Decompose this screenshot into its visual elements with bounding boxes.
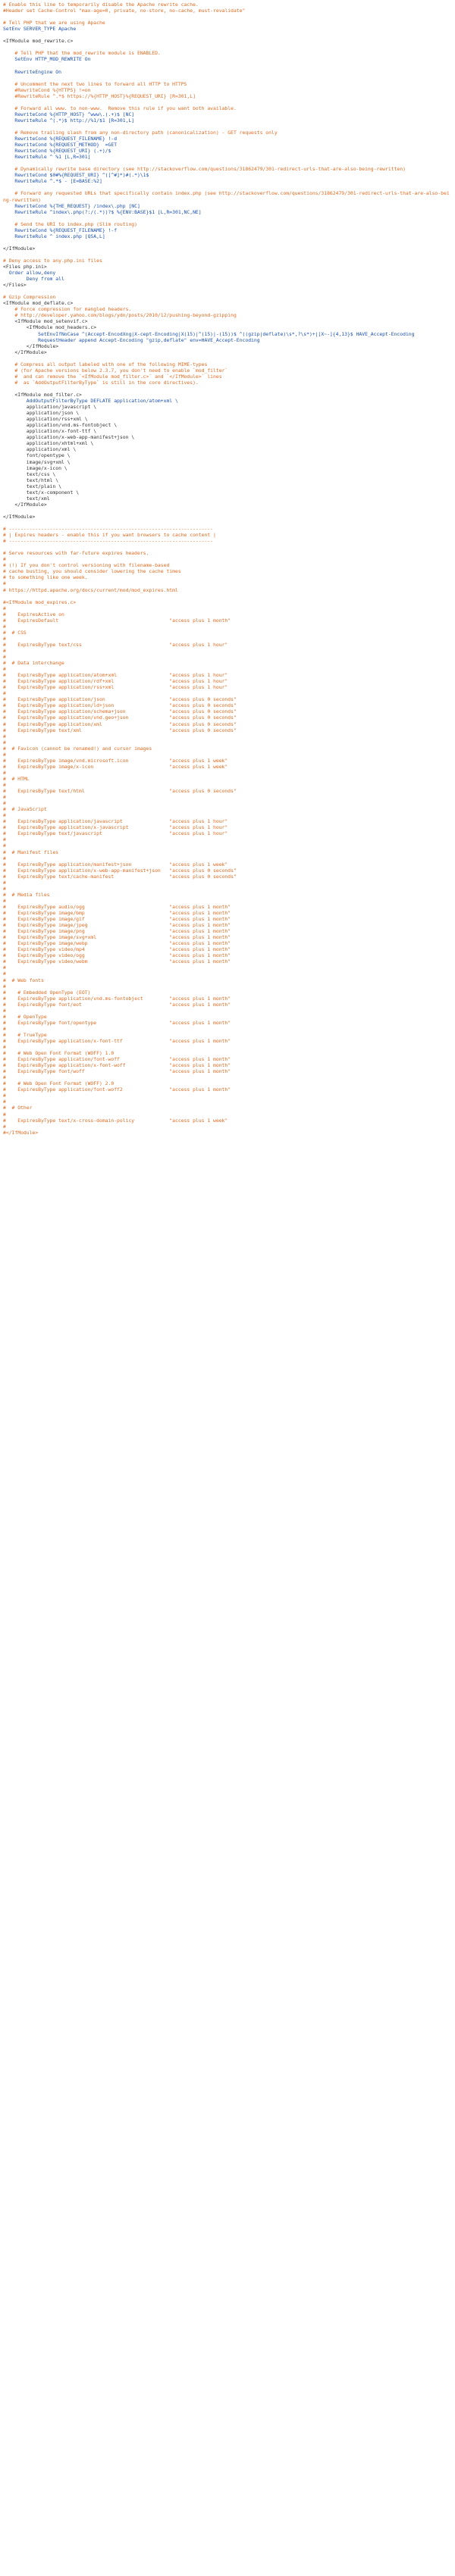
code-line: text/x-component \ — [3, 489, 80, 496]
code-line: application/json \ — [3, 410, 80, 417]
code-comment-line: #RewriteCond %{HTTPS} !=on — [3, 86, 91, 93]
code-comment-line: # — [3, 751, 6, 758]
code-comment-line: # # HTML — [3, 775, 30, 782]
code-comment-line: # ExpiresByType application/xml "access plus 0 seconds" — [3, 721, 237, 727]
code-comment-line: # ExpiresByType application/manifest+json "access plus 1 week" — [3, 861, 228, 868]
code-comment-line: # — [3, 1093, 6, 1099]
code-comment-line: # ---------------------------------------------------------------------- — [3, 526, 214, 533]
code-comment-line: # # Embedded OpenType (EOT) — [3, 989, 91, 996]
code-comment-line: # — [3, 855, 6, 861]
code-line — [3, 355, 452, 361]
code-comment-line: # to something like one week. — [3, 574, 88, 581]
code-line: <IfModule mod_setenvif.c> — [3, 318, 88, 325]
code-comment-line: # ExpiresByType image/x-icon "access plus 1 week" — [3, 763, 228, 770]
code-directive-line: RewriteRule ^index\.php(?:/(.*))?$ %{ENV:BASE}$1 [L,R=301,NC,NE] — [3, 208, 202, 215]
code-line — [3, 44, 452, 50]
code-comment-line: # — [3, 666, 6, 673]
code-comment-line: # ExpiresByType application/font-woff "access plus 1 month" — [3, 1056, 231, 1063]
code-line: </IfModule> — [3, 501, 47, 508]
code-comment-line: # Tell PHP that the mod_rewrite module is ENABLED. — [3, 50, 161, 57]
code-comment-line: # — [3, 800, 6, 807]
code-comment-line: # — [3, 794, 6, 801]
code-comment-line: # — [3, 885, 6, 892]
code-comment-line: # — [3, 964, 6, 971]
code-comment-line: # — [3, 654, 6, 661]
code-view — [0, 0, 455, 1137]
code-comment-line: # ExpiresByType application/rdf+xml "access plus 1 hour" — [3, 678, 228, 685]
code-comment-line: # # Web Open Font Format (WOFF) 1.0 — [3, 1050, 115, 1057]
code-comment-line: # Forward any requested URLs that specifically contain index.php (see http://stackoverflow.com/questions/31862479/301-redirect-urls-that-are-also-being-rewritten) — [3, 190, 450, 203]
code-comment-line: # — [3, 635, 6, 642]
code-comment-line: # ExpiresByType font/eot "access plus 1 month" — [3, 1001, 231, 1008]
code-directive-line: SetEnv HTTP_MOD_REWRITE On — [3, 56, 91, 63]
code-comment-line: # # Data interchange — [3, 660, 64, 667]
code-line: <IfModule mod_deflate.c> — [3, 300, 74, 307]
code-comment-line: # # OpenType — [3, 1013, 47, 1020]
code-comment-line: # Remove trailing slash from any non-directory path (canonicalization) - GET requests only — [3, 129, 278, 136]
code-line: image/svg+xml \ — [3, 458, 71, 465]
code-directive-line: SetEnv SERVER_TYPE Apache — [3, 26, 77, 33]
code-directive-line: RewriteRule ^(.*)$ http://%1/$1 [R=301,L] — [3, 117, 135, 123]
code-comment-line: # Send the URI to index.php (Slim routing) — [3, 220, 137, 227]
code-directive-line: Order allow,deny — [3, 270, 56, 277]
code-comment-line: # — [3, 1123, 6, 1130]
code-comment-line: # # Other — [3, 1105, 33, 1111]
code-comment-line: # — [3, 1074, 6, 1081]
code-comment-line: # Dynamically rewrite base directory (see http://stackoverflow.com/questions/31862479/301-redirect-urls-that-are-also-being-rewritten) — [3, 166, 406, 173]
code-line — [3, 123, 452, 130]
code-directive-line: Deny from all — [3, 276, 64, 283]
code-line: application/xml \ — [3, 446, 77, 453]
code-comment-line: # ExpiresByType text/cache-manifest "access plus 0 seconds" — [3, 873, 237, 880]
code-line: <IfModule mod_headers.c> — [3, 324, 97, 331]
code-comment-line: # — [3, 1044, 6, 1051]
code-comment-line: # Gzip Compression — [3, 294, 56, 301]
code-comment-line: # ExpiresByType application/x-javascript "access plus 1 hour" — [3, 824, 228, 831]
code-comment-line: # Compress all output labeled with one of the following MIME-types — [3, 361, 208, 367]
code-comment-line: # ExpiresByType font/opentype "access plus 1 month" — [3, 1019, 231, 1026]
code-directive-line: AddOutputFilterByType DEFLATE application/atom+xml \ — [3, 398, 178, 405]
code-line — [3, 593, 452, 599]
code-comment-line: # ExpiresByType application/atom+xml "access plus 1 hour" — [3, 672, 228, 679]
code-comment-line: # ---------------------------------------------------------------------- — [3, 538, 214, 545]
code-comment-line: # ExpiresByType application/vnd.ms-fontobject "access plus 1 month" — [3, 995, 231, 1002]
code-comment-line: # ExpiresByType text/x-cross-domain-policy "access plus 1 week" — [3, 1117, 228, 1124]
code-comment-line: # as `AddOutputFilterByType` is still in the core directives). — [3, 379, 199, 386]
code-line: application/x-font-ttf \ — [3, 428, 97, 435]
code-comment-line: # Tell PHP that we are using Apache — [3, 20, 105, 27]
code-comment-line: # — [3, 1007, 6, 1014]
code-line: application/rss+xml \ — [3, 416, 88, 423]
code-line — [3, 252, 452, 258]
code-comment-line: # — [3, 690, 6, 697]
code-comment-line: # ExpiresByType image/gif "access plus 1 month" — [3, 916, 231, 923]
code-comment-line: # — [3, 843, 6, 849]
code-comment-line: # ExpiresByType text/javascript "access plus 1 hour" — [3, 830, 228, 837]
code-comment-line: # — [3, 556, 6, 563]
code-comment-line: # ExpiresByType application/javascript "access plus 1 hour" — [3, 818, 228, 825]
code-comment-line: # # Web Open Font Format (WOFF) 2.0 — [3, 1080, 115, 1087]
code-comment-line: # ExpiresByType audio/ogg "access plus 1 month" — [3, 903, 231, 910]
code-comment-line: # and can remove the `<IfModule mod_filter.c>` and `</IfModule>` lines — [3, 373, 222, 380]
code-comment-line: # ExpiresByType video/mp4 "access plus 1 month" — [3, 946, 231, 953]
code-comment-line: # — [3, 769, 6, 776]
code-line — [3, 520, 452, 526]
code-comment-line: # Uncomment the next two lines to forward all HTTP to HTTPS — [3, 80, 187, 87]
code-comment-line: # — [3, 1111, 6, 1118]
code-line — [3, 62, 452, 68]
code-comment-line: # — [3, 983, 6, 989]
code-comment-line: # ExpiresByType application/rss+xml "access plus 1 hour" — [3, 684, 228, 691]
code-line: text/css \ — [3, 470, 56, 477]
code-line: application/xhtml+xml \ — [3, 440, 94, 447]
code-directive-line: RewriteRule ^ index.php [QSA,L] — [3, 233, 105, 239]
code-comment-line: # ExpiresByType video/ogg "access plus 1 month" — [3, 952, 231, 959]
code-comment-line: # — [3, 580, 6, 587]
code-line — [3, 288, 452, 294]
code-comment-line: # # Manifest files — [3, 849, 59, 855]
code-line: <IfModule mod_rewrite.c> — [3, 38, 74, 45]
code-comment-line: # # JavaScript — [3, 806, 47, 813]
code-comment-line: # — [3, 605, 6, 611]
code-line — [3, 99, 452, 105]
code-comment-line: # — [3, 782, 6, 788]
code-comment-line: # http://developer.yahoo.com/blogs/ydn/posts/2010/12/pushing-beyond-gzipping — [3, 312, 237, 319]
code-comment-line: # ExpiresByType image/webp "access plus 1 month" — [3, 940, 231, 947]
code-line: font/opentype \ — [3, 452, 71, 459]
code-line — [3, 386, 452, 392]
code-line — [3, 32, 452, 38]
code-comment-line: # Serve resources with far-future expires headers. — [3, 550, 149, 557]
code-comment-line: # ExpiresByType image/jpeg "access plus 1 month" — [3, 922, 231, 929]
code-line — [3, 75, 452, 81]
code-directive-line: RewriteCond %{REQUEST_FILENAME} !-f — [3, 227, 118, 233]
code-directive-line: RewriteCond %{REQUEST_FILENAME} !-d — [3, 136, 118, 142]
code-comment-line: # ExpiresByType text/html "access plus 0 seconds" — [3, 788, 237, 795]
code-comment-line: # — [3, 836, 6, 843]
code-line: </Files> — [3, 282, 27, 289]
code-comment-line: # | Expires headers - enable this if you want browsers to cache content | — [3, 532, 216, 539]
code-comment-line: # ExpiresByType text/xml "access plus 0 seconds" — [3, 727, 237, 733]
code-line — [3, 160, 452, 166]
code-comment-line: # # Favicon (cannot be renamed!) and cursor images — [3, 745, 152, 752]
code-directive-line: RewriteCond $0#%{REQUEST_URI} ^([^#]*)#(.*)\1$ — [3, 172, 149, 179]
code-comment-line: # — [3, 971, 6, 977]
code-comment-line: # ExpiresByType image/svg+xml "access plus 1 month" — [3, 934, 231, 941]
code-directive-line: RewriteCond %{REQUEST_URI} (.+)/$ — [3, 148, 111, 155]
code-line: </IfModule> — [3, 342, 59, 349]
code-comment-line: # # TrueType — [3, 1031, 47, 1038]
code-comment-line: # ExpiresByType font/woff "access plus 1 month" — [3, 1068, 231, 1075]
code-comment-line: # ExpiresByType application/font-woff2 "access plus 1 month" — [3, 1086, 231, 1093]
code-comment-line: # ExpiresByType text/css "access plus 1 hour" — [3, 641, 228, 648]
code-line: <IfModule mod_filter.c> — [3, 392, 82, 398]
code-directive-line: SetEnvIfNoCase ^(Accept-EncodXng|X-cept-Encoding|X(15)|^(15)|-(15))$ ^((gzip|deflate)\s*,?\s*)+|[X~-]{4,13}$ HAVE_Accept-Encoding — [3, 330, 415, 337]
code-line — [3, 184, 452, 190]
code-comment-line: # https://httpd.apache.org/docs/current/mod/mod_expires.html — [3, 586, 178, 593]
code-line: image/x-icon \ — [3, 464, 67, 471]
code-comment-line: # — [3, 647, 6, 654]
code-comment-line: # (for Apache versions below 2.3.7, you don't need to enable `mod_filter` — [3, 367, 228, 374]
code-comment-line: # — [3, 879, 6, 886]
code-comment-line: #Header set Cache-Control "max-age=0, private, no-store, no-cache, must-revalidate" — [3, 8, 246, 14]
code-line: application/x-web-app-manifest+json \ — [3, 434, 135, 441]
code-comment-line: # — [3, 739, 6, 746]
code-directive-line: RewriteCond %{HTTP_HOST} ^www\.(.+)$ [NC] — [3, 111, 135, 117]
code-line — [3, 14, 452, 20]
code-line: <Files php.ini> — [3, 264, 47, 270]
code-line: application/javascript \ — [3, 404, 97, 411]
code-comment-line: # (!) If you don't control versioning with filename-based — [3, 562, 170, 569]
code-directive-line: RewriteRule ^ %1 [L,R=301] — [3, 154, 91, 161]
code-line: text/html \ — [3, 477, 59, 483]
code-comment-line: # cache busting, you should consider lowering the cache times — [3, 568, 181, 575]
code-line: text/plain \ — [3, 483, 61, 489]
code-comment-line: # ExpiresDefault "access plus 1 month" — [3, 617, 231, 624]
code-comment-line: # ExpiresByType application/json "access plus 0 seconds" — [3, 696, 237, 703]
code-line: application/vnd.ms-fontobject \ — [3, 422, 118, 429]
code-directive-line: RewriteEngine On — [3, 68, 61, 75]
code-directive-line: RequestHeader append Accept-Encoding "gzip,deflate" env=HAVE_Accept-Encoding — [3, 336, 260, 343]
code-line — [3, 544, 452, 550]
code-line: </IfModule> — [3, 513, 36, 520]
code-line: </IfModule> — [3, 349, 47, 355]
code-line: </IfModule> — [3, 245, 36, 252]
code-comment-line: # ExpiresByType image/vnd.microsoft.icon "access plus 1 week" — [3, 757, 228, 764]
code-comment-line: # Force compression for mangled headers. — [3, 306, 132, 313]
code-comment-line: # — [3, 733, 6, 739]
code-comment-line: #<IfModule mod_expires.c> — [3, 599, 77, 605]
code-comment-line: #RewriteRule ^.*$ https://%{HTTP_HOST}%{REQUEST_URI} [R=301,L] — [3, 92, 196, 99]
code-comment-line: # ExpiresByType application/vnd.geo+json "access plus 0 seconds" — [3, 714, 237, 721]
code-comment-line: # — [3, 812, 6, 819]
code-directive-line: RewriteRule ^.*$ - [E=BASE:%2] — [3, 178, 102, 185]
code-comment-line: # # Media files — [3, 891, 50, 898]
code-comment-line: # # Web fonts — [3, 977, 44, 983]
code-comment-line: # ExpiresByType application/x-web-app-manifest+json "access plus 0 seconds" — [3, 867, 237, 874]
code-comment-line: # ExpiresByType image/bmp "access plus 1 month" — [3, 909, 231, 916]
code-comment-line: # ExpiresByType application/x-font-woff "access plus 1 month" — [3, 1062, 231, 1069]
code-comment-line: # # CSS — [3, 629, 27, 636]
code-directive-line: RewriteCond %{THE_REQUEST} /index\.php [NC] — [3, 202, 140, 209]
code-comment-line: # ExpiresByType application/x-font-ttf "access plus 1 month" — [3, 1037, 231, 1044]
code-comment-line: # ExpiresByType video/webm "access plus 1 month" — [3, 958, 231, 965]
code-comment-line: # Forward all www. to non-www. Remove this rule if you want both available. — [3, 105, 237, 111]
code-line — [3, 239, 452, 245]
code-comment-line: # Enable this line to temporarily disable the Apache rewrite cache. — [3, 2, 199, 8]
code-comment-line: # — [3, 1099, 6, 1105]
code-line — [3, 215, 452, 221]
code-comment-line: # ExpiresActive on — [3, 611, 64, 617]
code-comment-line: # — [3, 623, 6, 630]
code-comment-line: # ExpiresByType application/ld+json "access plus 0 seconds" — [3, 702, 237, 709]
code-comment-line: # ExpiresByType application/schema+json "access plus 0 seconds" — [3, 708, 237, 715]
code-comment-line: # Deny access to any.php.ini files — [3, 257, 102, 264]
code-directive-line: RewriteCond %{REQUEST_METHOD} =GET — [3, 142, 118, 148]
code-comment-line: #</IfModule> — [3, 1129, 39, 1136]
code-line — [3, 508, 452, 514]
code-line: text/xml — [3, 495, 50, 502]
code-comment-line: # — [3, 1025, 6, 1032]
code-comment-line: # — [3, 897, 6, 904]
code-comment-line: # ExpiresByType image/png "access plus 1 month" — [3, 928, 231, 935]
